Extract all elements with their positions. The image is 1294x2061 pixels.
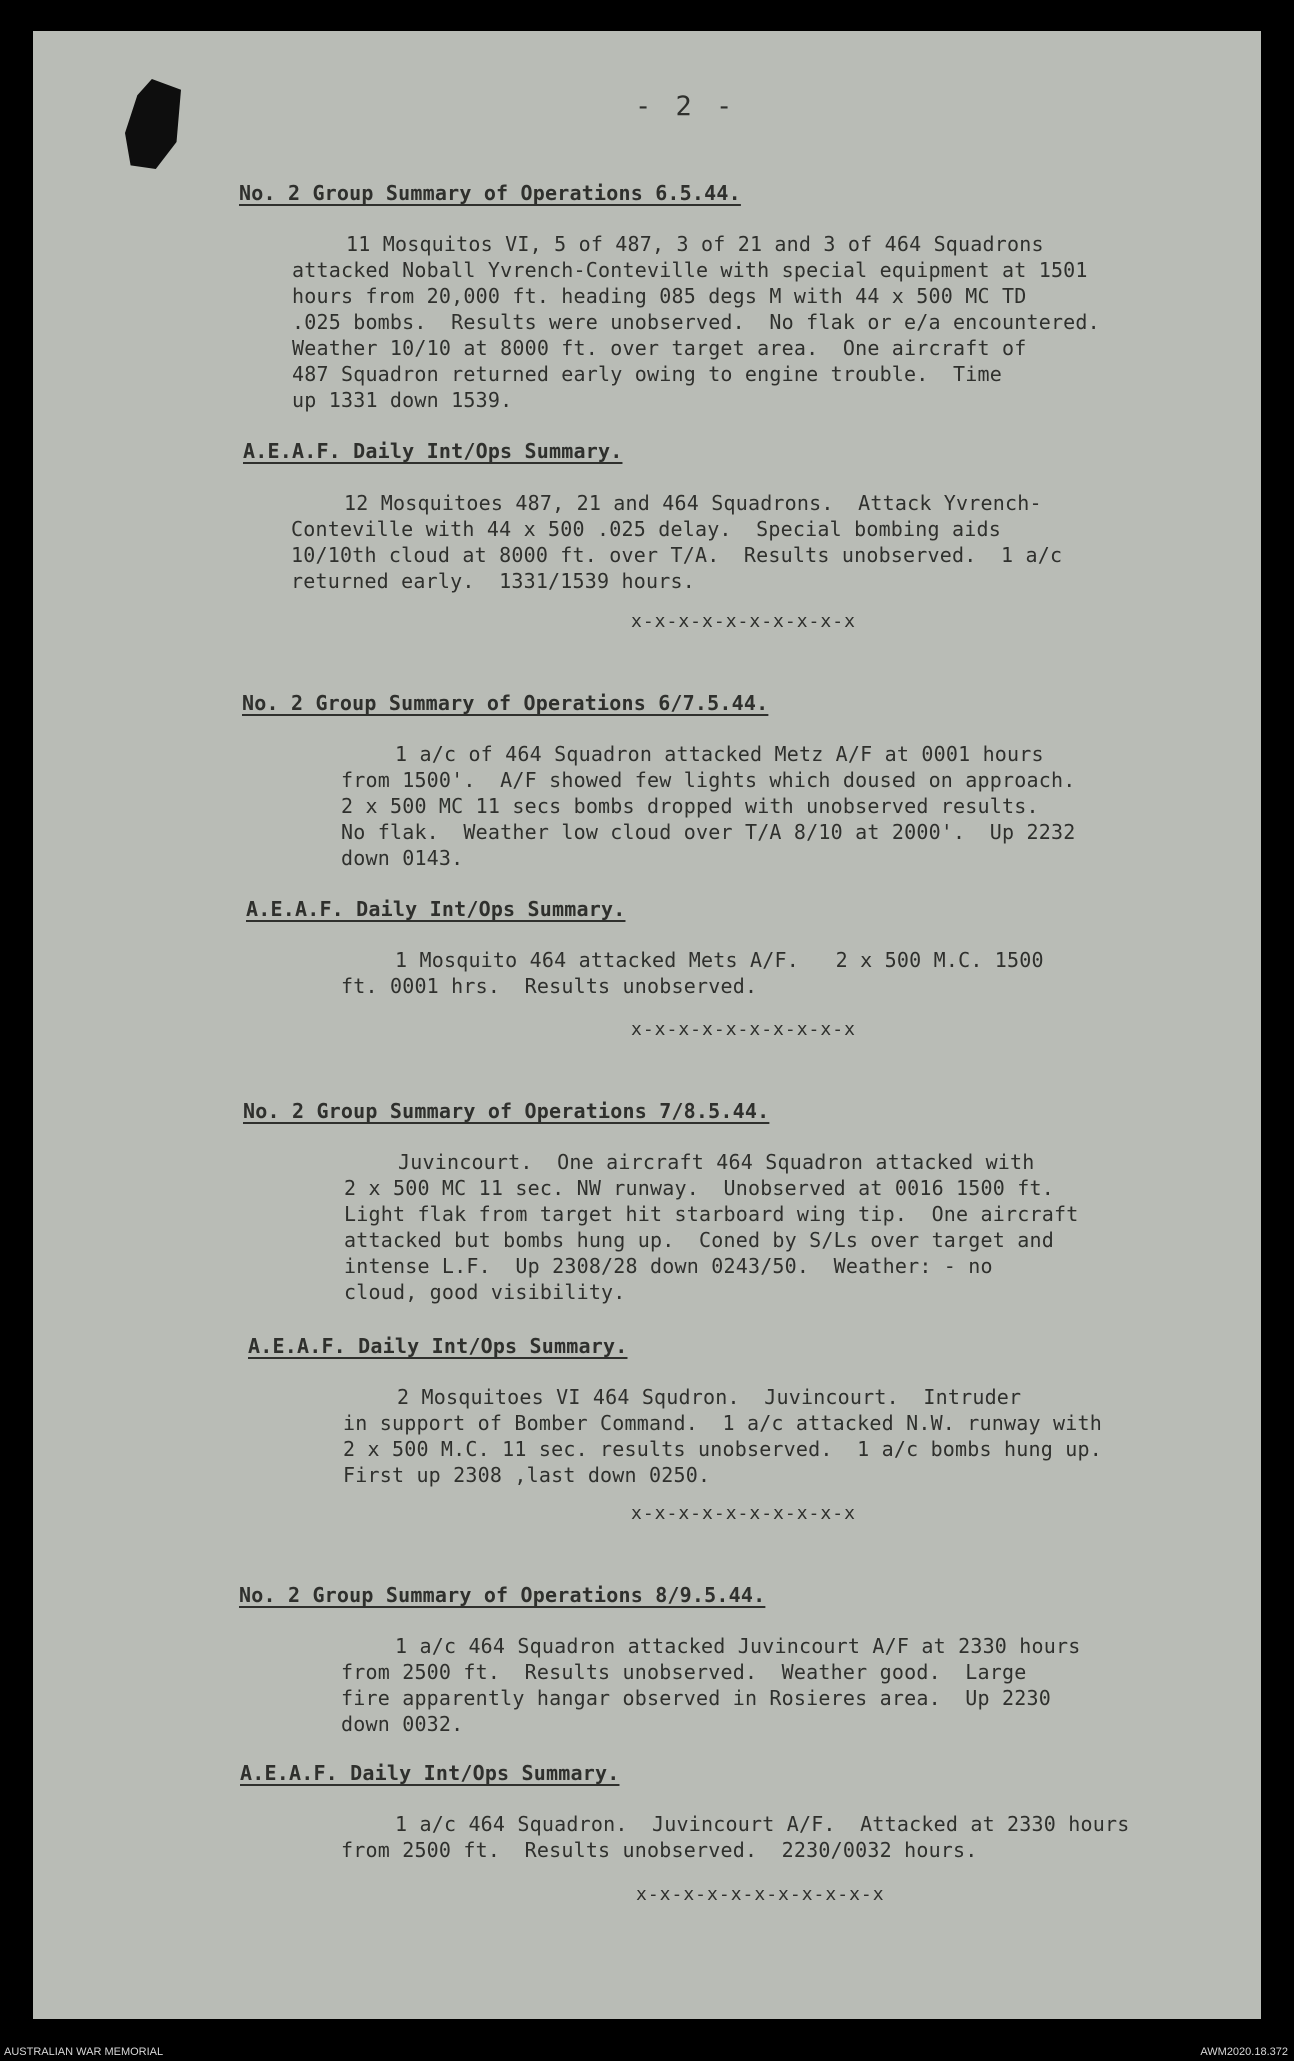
section-heading: A.E.A.F. Daily Int/Ops Summary. xyxy=(243,439,623,463)
section-heading: No. 2 Group Summary of Operations 7/8.5.44. xyxy=(243,1099,770,1123)
section-heading: A.E.A.F. Daily Int/Ops Summary. xyxy=(246,897,626,921)
section-body: 1 Mosquito 464 attacked Mets A/F. 2 x 500 M.C. 1500 ft. 0001 hrs. Results unobserved. xyxy=(341,948,1044,998)
punch-hole xyxy=(125,79,181,169)
section-body: 1 a/c of 464 Squadron attacked Metz A/F at 0001 hours from 1500'. A/F showed few lights which doused on approach. 2 x 500 MC 11 secs bombs dropped with unobserved results. No flak. Weather low cloud over T/A 8/10 at 2000'. Up 2232 down 0143. xyxy=(341,742,1076,870)
section-heading: No. 2 Group Summary of Operations 6/7.5.44. xyxy=(242,691,769,715)
page-number: - 2 - xyxy=(635,91,737,122)
section-body: Juvincourt. One aircraft 464 Squadron attacked with 2 x 500 MC 11 sec. NW runway. Unobserved at 0016 1500 ft. Light flak from target hit starboard wing tip. One aircraft attacked but bombs hung up. Coned by S/Ls over target and intense L.F. Up 2308/28 down 0243/50. Weather: - no cloud, good visibility. xyxy=(344,1150,1079,1304)
separator: x-x-x-x-x-x-x-x-x-x xyxy=(631,1019,856,1040)
document-page xyxy=(33,31,1261,2019)
separator: x-x-x-x-x-x-x-x-x-x-x xyxy=(636,1884,885,1905)
section-body: 1 a/c 464 Squadron. Juvincourt A/F. Attacked at 2330 hours from 2500 ft. Results unobserved. 2230/0032 hours. xyxy=(341,1812,1130,1862)
section-body: 12 Mosquitoes 487, 21 and 464 Squadrons. Attack Yvrench- Conteville with 44 x 500 .025 delay. Special bombing aids 10/10th cloud at 8000 ft. over T/A. Results unobserved. 1 a/c returned early. 1331/1539 hours. xyxy=(291,491,1063,593)
footer-institution: AUSTRALIAN WAR MEMORIAL xyxy=(4,2046,164,2058)
section-body: 1 a/c 464 Squadron attacked Juvincourt A/F at 2330 hours from 2500 ft. Results unobserved. Weather good. Large fire apparently hangar observed in Rosieres area. Up 2230 down 0032. xyxy=(341,1634,1081,1736)
separator: x-x-x-x-x-x-x-x-x-x xyxy=(631,1503,856,1524)
section-heading: No. 2 Group Summary of Operations 6.5.44. xyxy=(239,181,741,205)
section-heading: A.E.A.F. Daily Int/Ops Summary. xyxy=(240,1761,620,1785)
section-heading: No. 2 Group Summary of Operations 8/9.5.44. xyxy=(239,1583,766,1607)
section-body: 2 Mosquitoes VI 464 Squdron. Juvincourt. Intruder in support of Bomber Command. 1 a/c attacked N.W. runway with 2 x 500 M.C. 11 sec. results unobserved. 1 a/c bombs hung up. First up 2308 ,last down 0250. xyxy=(343,1385,1102,1487)
footer-reference: AWM2020.18.372 xyxy=(1200,2046,1288,2058)
section-heading: A.E.A.F. Daily Int/Ops Summary. xyxy=(248,1334,628,1358)
separator: x-x-x-x-x-x-x-x-x-x xyxy=(631,611,856,632)
section-body: 11 Mosquitos VI, 5 of 487, 3 of 21 and 3 of 464 Squadrons attacked Noball Yvrench-Conteville with special equipment at 1501 hours from 20,000 ft. heading 085 degs M with 44 x 500 MC TD .025 bombs. Results were unobserved. No flak or e/a encountered. Weather 10/10 at 8000 ft. over target area. One aircraft of 487 Squadron returned early owing to engine trouble. Time up 1331 down 1539. xyxy=(292,232,1100,412)
